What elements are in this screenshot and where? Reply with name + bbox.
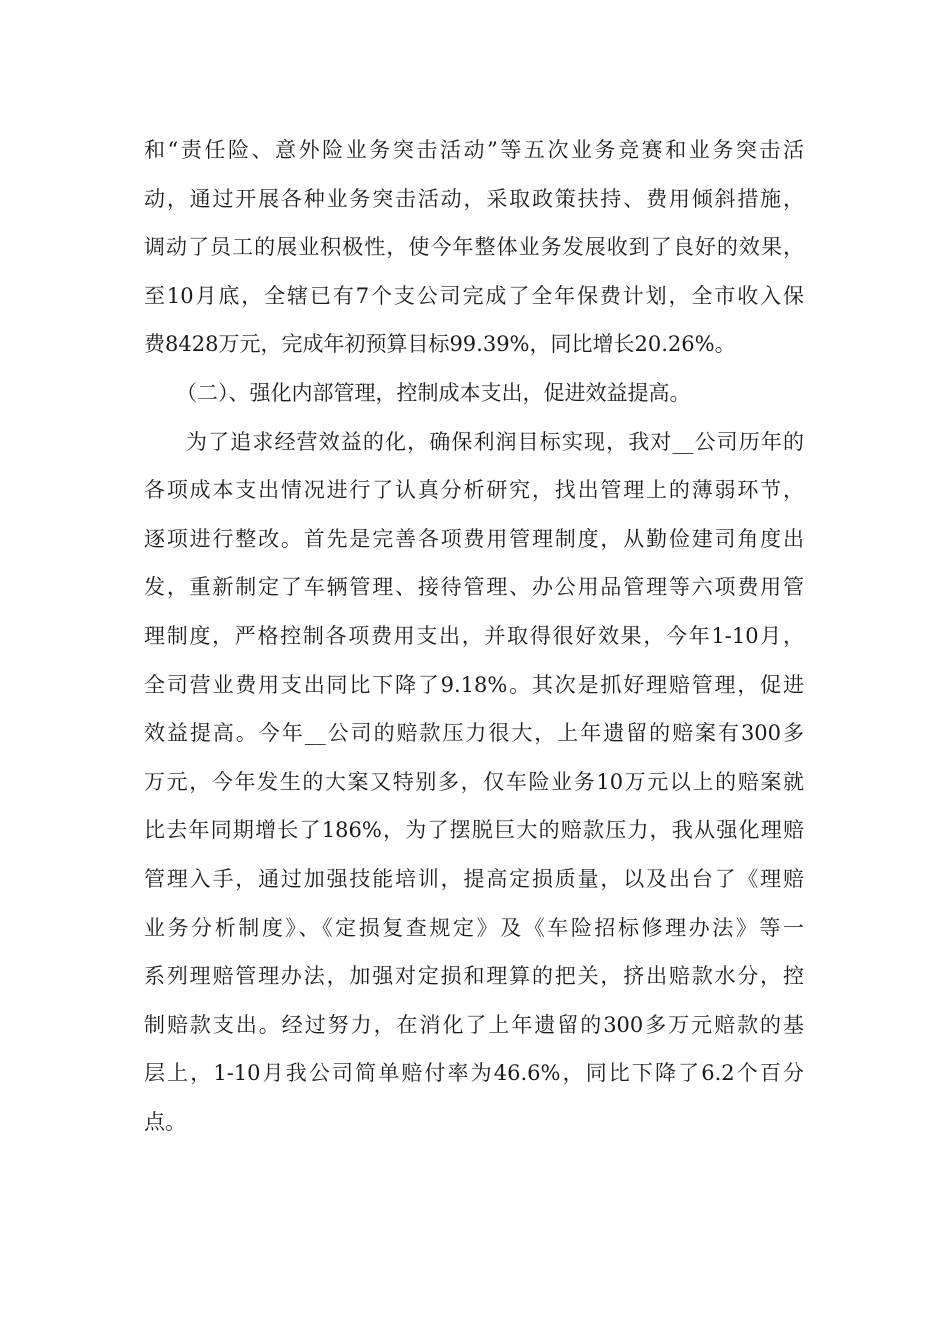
paragraph-cost-control	[144, 418, 804, 1147]
paragraph-business-campaigns	[144, 126, 804, 369]
text-line: 动，通过开展各种业务突击活动，采取政策扶持、费用倾斜措施，	[144, 186, 804, 211]
section-heading-text: （二）、强化内部管理，控制成本支出，促进效益提高。	[176, 380, 691, 405]
text-line: 理制度，严格控制各项费用支出，并取得很好效果，今年1-10月，	[144, 623, 804, 648]
text-line: 各项成本支出情况进行了认真分析研究，找出管理上的薄弱环节，	[144, 478, 804, 503]
text-line: 至10月底，全辖已有7个支公司完成了全年保费计划，全市收入保	[144, 283, 804, 308]
section-heading-internal-management	[144, 369, 804, 418]
text-line: 比去年同期增长了186%，为了摆脱巨大的赔款压力，我从强化理赔	[144, 818, 804, 843]
text-line: 点。	[144, 1109, 186, 1134]
text-line: 效益提高。今年__公司的赔款压力很大，上年遗留的赔案有300多	[144, 721, 804, 746]
text-line: 为了追求经营效益的化，确保利润目标实现，我对__公司历年的	[186, 429, 804, 454]
text-line: 层上，1-10月我公司简单赔付率为46.6%，同比下降了6.2个百分	[144, 1061, 804, 1086]
text-line: 全司营业费用支出同比下降了9.18%。其次是抓好理赔管理，促进	[144, 672, 804, 697]
text-line: 系列理赔管理办法，加强对定损和理算的把关，挤出赔款水分，控	[144, 964, 804, 989]
text-line: 业务分析制度》、《定损复查规定》及《车险招标修理办法》等一	[144, 915, 804, 940]
text-line: 制赔款支出。经过努力，在消化了上年遗留的300多万元赔款的基	[144, 1012, 804, 1037]
text-line: 费8428万元，完成年初预算目标99.39%，同比增长20.26%。	[144, 332, 736, 357]
text-line: 调动了员工的展业积极性，使今年整体业务发展收到了良好的效果，	[144, 235, 804, 260]
text-line: 万元，今年发生的大案又特别多，仅车险业务10万元以上的赔案就	[144, 769, 804, 794]
text-line: 和“责任险、意外险业务突击活动”等五次业务竞赛和业务突击活	[144, 138, 804, 162]
text-line: 逐项进行整改。首先是完善各项费用管理制度，从勤俭建司角度出	[144, 526, 804, 551]
document-body	[144, 126, 804, 1146]
text-line: 管理入手，通过加强技能培训，提高定损质量，以及出台了《理赔	[144, 866, 804, 891]
text-line: 发，重新制定了车辆管理、接待管理、办公用品管理等六项费用管	[144, 575, 804, 600]
